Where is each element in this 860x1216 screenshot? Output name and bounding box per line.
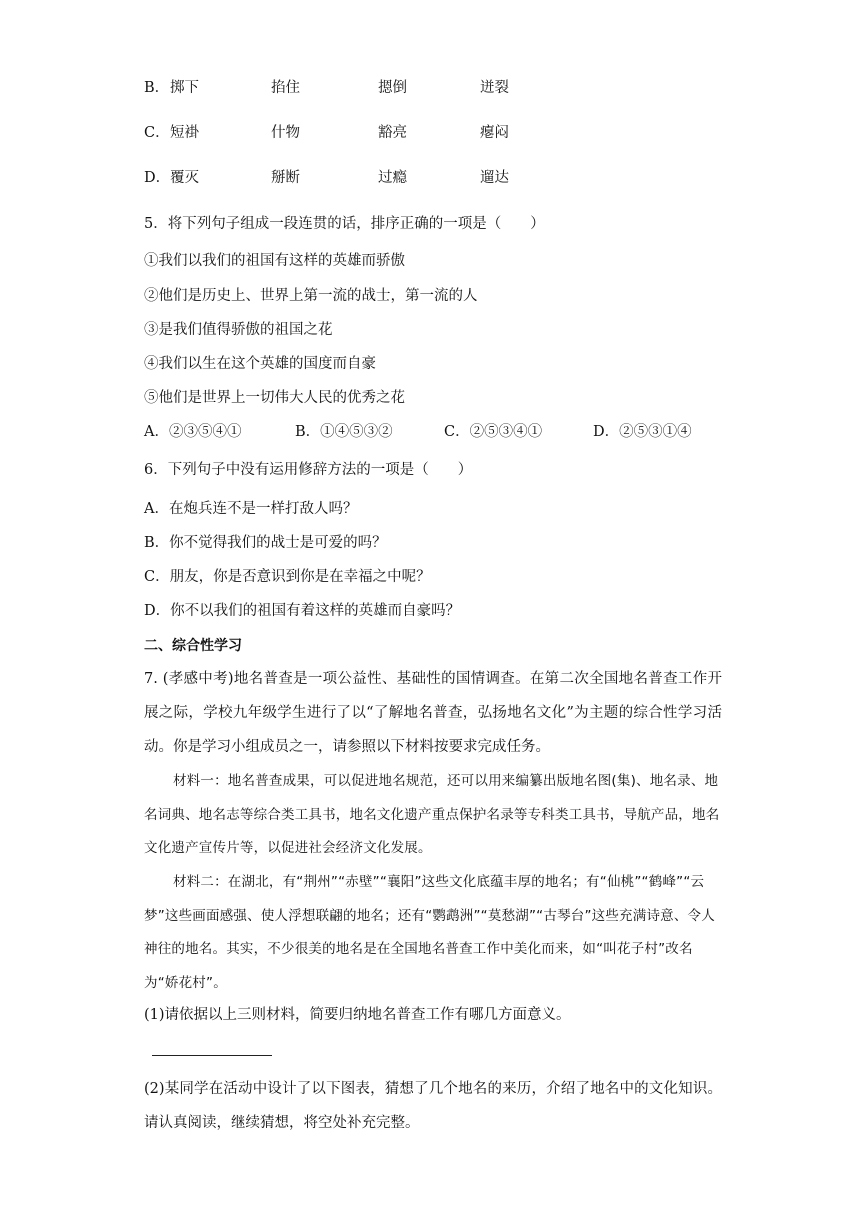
q5-sentence-3: ③是我们值得骄傲的祖国之花 — [144, 322, 333, 338]
q7-sub-question-2: (2)某同学在活动中设计了以下图表，猜想了几个地名的来历，介绍了地名中的文化知识。请认真阅读，继续猜想，将空处补充完整。 — [144, 1081, 722, 1131]
option-word: 瘪闷 — [480, 125, 509, 141]
q7-material-2: 材料二：在湖北，有“荆州”“赤壁”“襄阳”这些文化底蕴丰厚的地名；有“仙桃”“鹤峰”“云梦”这些画面感强、使人浮想联翩的地名；还有“鹦鹉洲”“莫愁湖”“古琴台”这些充满诗意、令人神往的地名。其实，不少很美的地名是在全国地名普查工作中美化而来，如“叫花子村”改名为“娇花村”。 — [144, 874, 715, 991]
q5-sentence-4: ④我们以生在这个英雄的国度而自豪 — [144, 356, 376, 372]
option-letter: B． — [144, 80, 170, 96]
q5-sentence-1: ①我们以我们的祖国有这样的英雄而骄傲 — [144, 253, 405, 269]
q6-option-a: A．在炮兵连不是一样打敌人吗？ — [144, 501, 358, 517]
option-word: 掐住 — [271, 80, 300, 96]
option-word: 掷下 — [170, 80, 199, 96]
option-word: 覆灭 — [170, 170, 199, 186]
q5-sentence-2: ②他们是历史上、世界上第一流的战士，第一流的人 — [144, 288, 478, 304]
q6-option-c: C．朋友，你是否意识到你是在幸福之中呢？ — [144, 569, 431, 585]
answer-blank-line — [152, 1055, 272, 1056]
option-word: 遛达 — [480, 170, 509, 186]
q5-option-b: B．①④⑤③② — [295, 424, 393, 440]
section-heading: 二、综合性学习 — [144, 638, 242, 654]
option-word: 迸裂 — [480, 80, 509, 96]
q6-stem: 6．下列句子中没有运用修辞方法的一项是（ ） — [144, 462, 473, 478]
q5-sentence-5: ⑤他们是世界上一切伟大人民的优秀之花 — [144, 390, 405, 406]
option-word: 掰断 — [271, 170, 300, 186]
q7-material-1: 材料一：地名普查成果，可以促进地名规范，还可以用来编纂出版地名图(集)、地名录、地名词典、地名志等综合类工具书，地名文化遗产重点保护名录等专科类工具书，导航产品，地名文化遗产宣传片等，以促进社会经济文化发展。 — [144, 773, 720, 856]
q6-option-b: B．你不觉得我们的战士是可爱的吗？ — [144, 535, 387, 551]
q5-option-c: C．②⑤③④① — [444, 424, 543, 440]
q5-option-a: A．②③⑤④① — [144, 424, 242, 440]
option-word: 短褂 — [170, 125, 199, 141]
q6-option-d: D．你不以我们的祖国有着这样的英雄而自豪吗？ — [144, 603, 461, 619]
option-word: 摁倒 — [378, 80, 407, 96]
q7-intro: 7. (孝感中考)地名普查是一项公益性、基础性的国情调查。在第二次全国地名普查工作开展之际，学校九年级学生进行了以“了解地名普查，弘扬地名文化”为主题的综合性学习活动。你是学习小组成员之一，请参照以下材料按要求完成任务。 — [144, 671, 722, 755]
option-letter: D． — [144, 170, 171, 186]
option-word: 豁亮 — [378, 125, 407, 141]
option-word: 过瘾 — [378, 170, 407, 186]
q5-stem: 5．将下列句子组成一段连贯的话，排序正确的一项是（ ） — [144, 216, 545, 232]
option-word: 什物 — [271, 125, 300, 141]
q5-option-d: D．②⑤③①④ — [593, 424, 692, 440]
option-letter: C． — [144, 125, 170, 141]
q7-sub-question-1: (1)请依据以上三则材料，简要归纳地名普查工作有哪几方面意义。 — [144, 1007, 571, 1023]
